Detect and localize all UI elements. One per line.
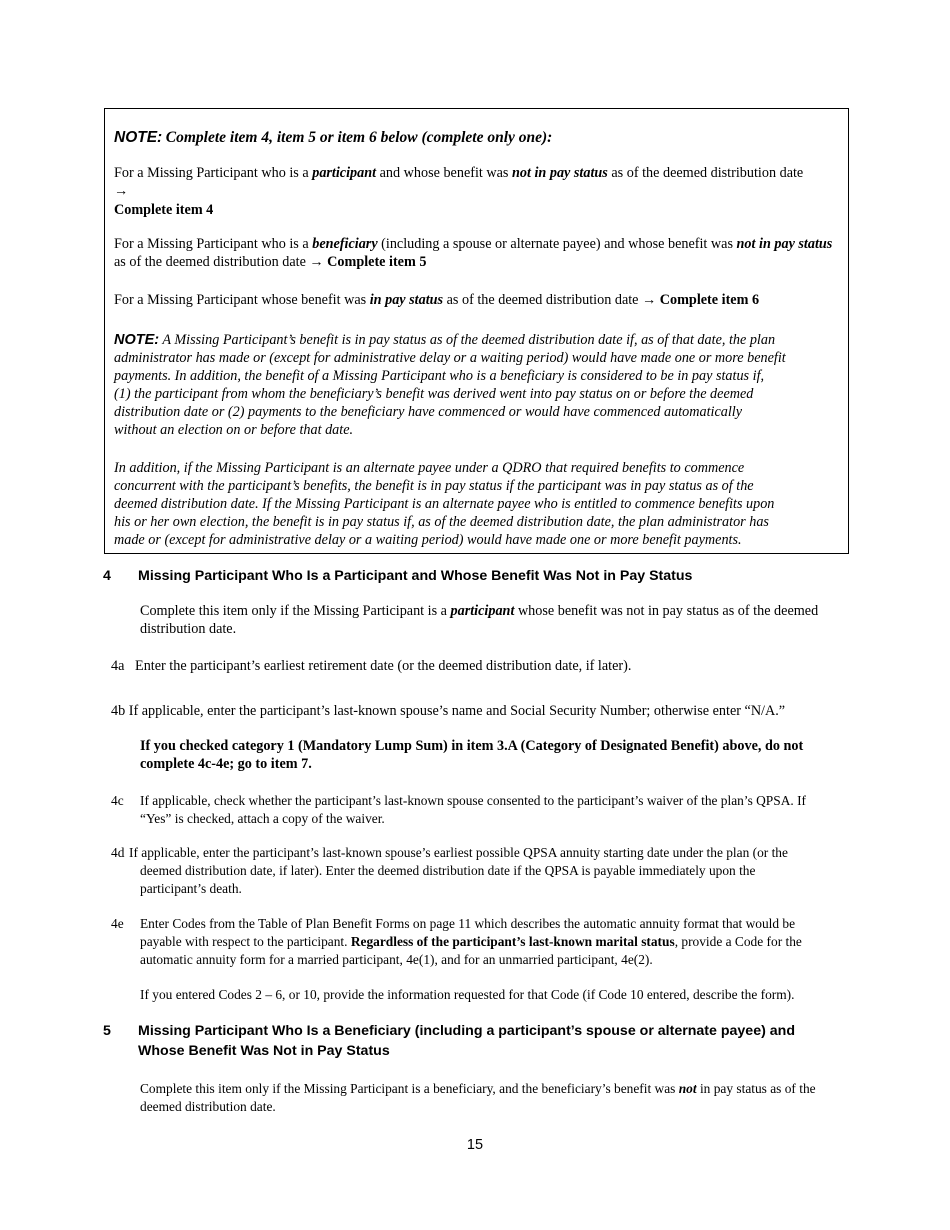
note-label: NOTE:: [114, 129, 163, 146]
section-title: Missing Participant Who Is a Beneficiary (including a participant’s spouse or alternate payee) and: [138, 1023, 795, 1039]
item-label: 4e: [111, 916, 124, 931]
arrow-icon: →: [114, 183, 129, 199]
section-4-heading: [103, 566, 863, 586]
codes-note: If you entered Codes 2 – 6, or 10, provide the information requested for that Code (if Code 10 entered, describe the form).: [140, 987, 795, 1002]
note-heading-text: Complete item 4, item 5 or item 6 below (complete only one):: [165, 129, 553, 146]
qdro-note: In addition, if the Missing Participant is an alternate payee under a QDRO that required benefits to commence concurrent with the participant’s benefits, the benefit is in pay status if the participant was in pay status as of the deemed distribution date. If the Missing Participant is an alternate payee who is entitled to commence benefits upon his or her own election, the benefit is in pay status if, as of the deemed distribution date, the plan administrator has made or (except for administrative delay or a waiting period) would have made one or more benefit payments.: [114, 460, 775, 548]
note-heading: [114, 129, 552, 147]
section-number: 5: [103, 1023, 111, 1039]
section-5-heading: [103, 1021, 863, 1063]
complete-item-4-label: Complete item 4: [114, 202, 214, 218]
item-label: 4c: [111, 793, 124, 808]
section-4-intro: Complete this item only if the Missing Participant is a participant whose benefit was not in pay status as of the deemed distribution date.: [140, 603, 819, 637]
section-5-intro: Complete this item only if the Missing Participant is a beneficiary, and the beneficiary’s benefit was not in pay status as of the deemed distribution date.: [140, 1081, 816, 1114]
item-label: 4d: [111, 845, 125, 860]
item-4a: 4a Enter the participant’s earliest retirement date (or the deemed distribution date, if later).: [111, 658, 632, 674]
section-number: 4: [103, 568, 111, 584]
section-title: Missing Participant Who Is a Participant and Whose Benefit Was Not in Pay Status: [138, 568, 693, 584]
page-number: 15: [466, 1137, 484, 1153]
case-item-5: For a Missing Participant who is a beneficiary (including a spouse or alternate payee) and whose benefit was not in pay status as of the deemed distribution date → Complete item 5: [114, 236, 833, 270]
case-item-6: For a Missing Participant whose benefit was in pay status as of the deemed distribution date → Complete item 6: [114, 292, 760, 308]
pay-status-note: NOTE: A Missing Participant’s benefit is in pay status as of the deemed distribution date if, as of that date, the plan administrator has made or (except for administrative delay or a waiting period) would have made one or more benefit payments. In addition, the benefit of a Missing Participant who is a beneficiary is considered to be in pay status if, (1) the participant from whom the beneficiary’s benefit was derived went into pay status on or before the deemed distribution date or (2) payments to the beneficiary have commenced or would have commenced automatically without an election on or before that date.: [114, 332, 786, 438]
section-title: Whose Benefit Was Not in Pay Status: [138, 1043, 390, 1059]
item-4b: 4b If applicable, enter the participant’s last-known spouse’s name and Social Security Number; otherwise enter “N/A.”: [111, 703, 786, 719]
case-item-4: For a Missing Participant who is a participant and whose benefit was not in pay status as of the deemed distribution date: [114, 165, 804, 181]
note-box: [104, 108, 849, 554]
mandatory-lump-sum-note: If you checked category 1 (Mandatory Lump Sum) in item 3.A (Category of Designated Benefit) above, do not complete 4c-4e; go to item 7.: [140, 738, 804, 772]
